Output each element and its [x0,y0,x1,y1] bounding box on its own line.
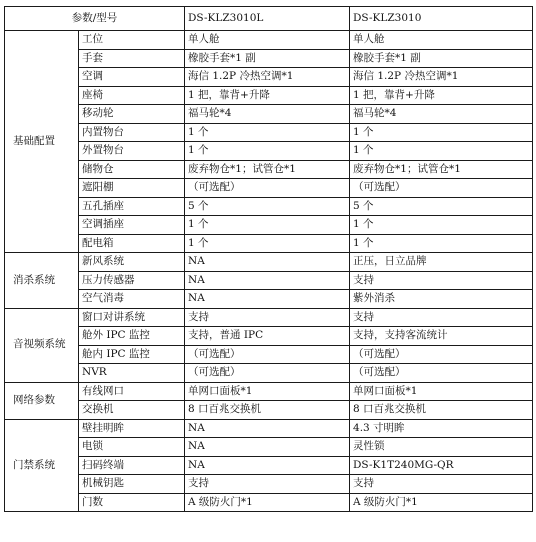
item-name-cell: 空气消毒 [79,290,185,309]
item-name-cell: 配电箱 [79,234,185,253]
model-a-value-cell: 1 个 [185,142,350,161]
model-b-value-cell: （可选配） [350,179,533,198]
model-a-value-cell: 支持，普通 IPC [185,327,350,346]
model-b-value-cell: 支持 [350,475,533,494]
item-name-cell: 储物仓 [79,160,185,179]
item-name-cell: 有线网口 [79,382,185,401]
table-row [5,86,533,105]
item-name-cell: 电锁 [79,438,185,457]
model-b-value-cell: 单网口面板*1 [350,382,533,401]
table-row [5,253,533,272]
item-name-cell: 五孔插座 [79,197,185,216]
table-row [5,31,533,50]
table-row [5,456,533,475]
model-b-value-cell: 4.3 寸明眸 [350,419,533,438]
table-row [5,123,533,142]
table-row [5,179,533,198]
category-cell: 音视频系统 [5,308,79,382]
model-a-value-cell: 8 口百兆交换机 [185,401,350,420]
category-cell: 门禁系统 [5,419,79,512]
item-name-cell: 舱外 IPC 监控 [79,327,185,346]
item-name-cell: 手套 [79,49,185,68]
model-a-value-cell: 5 个 [185,197,350,216]
model-a-value-cell: （可选配） [185,179,350,198]
model-a-value-cell: 废弃物仓*1；试管仓*1 [185,160,350,179]
item-name-cell: 内置物台 [79,123,185,142]
model-b-value-cell: 8 口百兆交换机 [350,401,533,420]
model-a-value-cell: 1 个 [185,123,350,142]
model-b-value-cell: 福马轮*4 [350,105,533,124]
model-a-value-cell: 福马轮*4 [185,105,350,124]
model-a-value-cell: NA [185,290,350,309]
model-a-value-cell: 1 个 [185,216,350,235]
spec-table-body [5,31,533,512]
model-a-value-cell: （可选配） [185,364,350,383]
item-name-cell: 工位 [79,31,185,50]
item-name-cell: NVR [79,364,185,383]
model-a-value-cell: NA [185,253,350,272]
model-a-value-cell: 单人舱 [185,31,350,50]
model-a-header: DS-KLZ3010L [185,7,350,31]
model-b-value-cell: 海信 1.2P 冷热空调*1 [350,68,533,87]
model-b-value-cell: 1 个 [350,123,533,142]
model-a-value-cell: NA [185,271,350,290]
table-row [5,493,533,512]
model-b-value-cell: 1 个 [350,142,533,161]
spec-table-header [5,7,533,31]
category-cell: 基础配置 [5,31,79,253]
table-row [5,197,533,216]
model-b-value-cell: （可选配） [350,364,533,383]
model-a-value-cell: 橡胶手套*1 副 [185,49,350,68]
model-b-header: DS-KLZ3010 [350,7,533,31]
item-name-cell: 扫码终端 [79,456,185,475]
item-name-cell: 移动轮 [79,105,185,124]
model-a-value-cell: NA [185,438,350,457]
model-b-value-cell: 橡胶手套*1 副 [350,49,533,68]
spec-table [4,6,533,512]
item-name-cell: 门数 [79,493,185,512]
model-b-value-cell: 紫外消杀 [350,290,533,309]
model-a-value-cell: NA [185,419,350,438]
model-b-value-cell: 支持 [350,271,533,290]
model-a-value-cell: NA [185,456,350,475]
item-name-cell: 座椅 [79,86,185,105]
item-name-cell: 空调 [79,68,185,87]
model-b-value-cell: （可选配） [350,345,533,364]
table-row [5,142,533,161]
model-a-value-cell: 海信 1.2P 冷热空调*1 [185,68,350,87]
table-row [5,345,533,364]
item-name-cell: 舱内 IPC 监控 [79,345,185,364]
table-row [5,105,533,124]
model-a-value-cell: 单网口面板*1 [185,382,350,401]
model-b-value-cell: 正压，日立品牌 [350,253,533,272]
model-a-value-cell: 1 把，靠背+升降 [185,86,350,105]
table-row [5,438,533,457]
model-a-value-cell: A 级防火门*1 [185,493,350,512]
model-b-value-cell: 单人舱 [350,31,533,50]
param-model-header: 参数/型号 [5,7,185,31]
table-row [5,68,533,87]
header-row [5,7,533,31]
model-b-value-cell: A 级防火门*1 [350,493,533,512]
item-name-cell: 空调插座 [79,216,185,235]
table-row [5,271,533,290]
model-b-value-cell: 1 个 [350,216,533,235]
model-a-value-cell: （可选配） [185,345,350,364]
item-name-cell: 窗口对讲系统 [79,308,185,327]
model-b-value-cell: DS-K1T240MG-QR [350,456,533,475]
table-row [5,419,533,438]
model-a-value-cell: 支持 [185,475,350,494]
item-name-cell: 外置物台 [79,142,185,161]
table-row [5,234,533,253]
model-b-value-cell: 支持，支持客流统计 [350,327,533,346]
item-name-cell: 遮阳棚 [79,179,185,198]
model-b-value-cell: 1 个 [350,234,533,253]
item-name-cell: 新风系统 [79,253,185,272]
table-row [5,160,533,179]
table-row [5,216,533,235]
item-name-cell: 机械钥匙 [79,475,185,494]
table-row [5,49,533,68]
item-name-cell: 壁挂明眸 [79,419,185,438]
model-a-value-cell: 支持 [185,308,350,327]
model-a-value-cell: 1 个 [185,234,350,253]
model-b-value-cell: 灵性锁 [350,438,533,457]
category-cell: 网络参数 [5,382,79,419]
table-row [5,475,533,494]
model-b-value-cell: 1 把，靠背+升降 [350,86,533,105]
table-row [5,364,533,383]
table-row [5,327,533,346]
model-b-value-cell: 5 个 [350,197,533,216]
model-b-value-cell: 废弃物仓*1；试管仓*1 [350,160,533,179]
model-b-value-cell: 支持 [350,308,533,327]
table-row [5,308,533,327]
item-name-cell: 交换机 [79,401,185,420]
table-row [5,401,533,420]
table-row [5,290,533,309]
category-cell: 消杀系统 [5,253,79,309]
table-row [5,382,533,401]
item-name-cell: 压力传感器 [79,271,185,290]
